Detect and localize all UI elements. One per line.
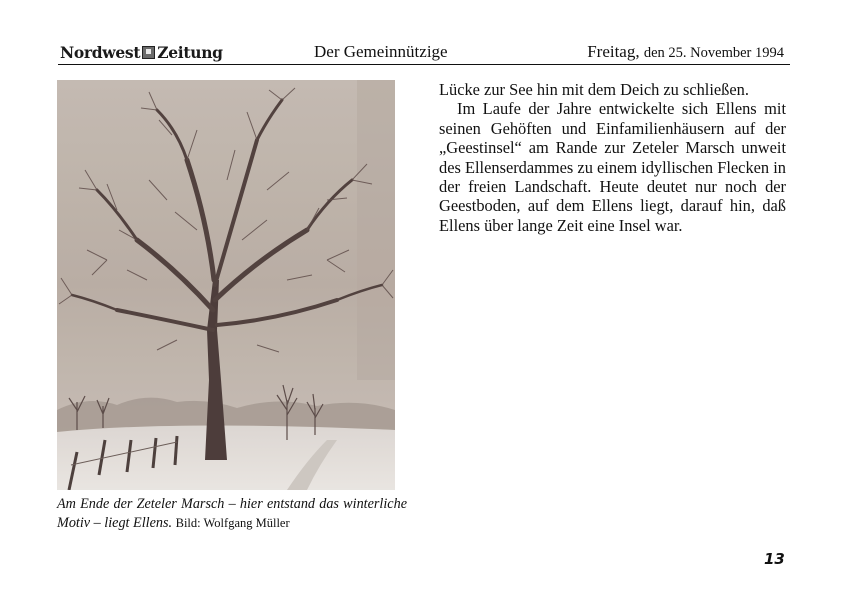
date-rest: den 25. November 1994	[643, 45, 784, 61]
logo-left: Nordwest	[60, 43, 141, 62]
logo-right: Zeitung	[157, 43, 223, 62]
section-title: Der Gemeinnützige	[314, 42, 448, 61]
article-paragraph: Lücke zur See hin mit dem Deich zu schließen.	[439, 80, 749, 99]
winter-tree-photo	[57, 80, 395, 490]
newspaper-logo	[60, 43, 223, 62]
page-number: 13	[764, 550, 785, 568]
photo-credit: Bild: Wolfgang Müller	[175, 516, 290, 530]
caption-text: Am Ende der Zeteler Marsch – hier entstand das winterliche Motiv – liegt Ellens.	[57, 496, 407, 531]
page-header	[58, 41, 788, 65]
photo-caption	[57, 495, 407, 533]
crest-icon	[142, 46, 155, 59]
issue-date	[587, 42, 784, 62]
date-day: Freitag,	[587, 42, 640, 61]
article-column	[439, 80, 786, 235]
header-divider	[58, 64, 790, 65]
article-paragraph: Im Laufe der Jahre entwickelte sich Ellens mit seinen Gehöften und Einfamilienhäusern auf der „Geestinsel“ am Rande zur Zeteler Marsch unweit des Ellenserdammes zu einem idyllischen Flecken in der freien Landschaft. Heute deutet nur noch der Geestboden, auf dem Ellens liegt, darauf hin, daß Ellens über lange Zeit eine Insel war.	[439, 99, 786, 235]
